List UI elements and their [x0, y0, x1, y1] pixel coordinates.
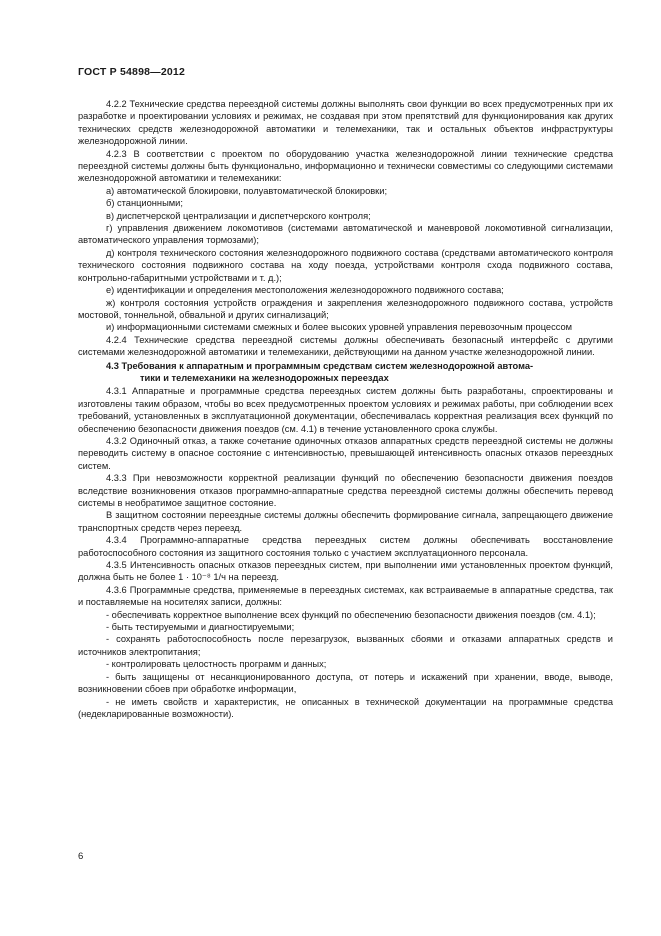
dash-item-2: - быть тестируемыми и диагностируемыми; [106, 622, 295, 633]
paragraph-4-3-1: 4.3.1 Аппаратные и программные средства переездных систем должны быть разработаны, спроектированы и изготовлены таким образом, чтобы во всех предусмотренных проектом условиях и режимах работы, при соблюдении всех требований, установленных в эксплуатационной документации, обеспечивалась корректная реализация всех функций по обеспечению безопасности движения поездов (см. 4.1) в течение установленного срока службы. [78, 386, 613, 434]
paragraph-4-2-3: 4.2.3 В соответствии с проектом по оборудованию участка железнодорожной линии технические средства переездной системы должны быть функционально, информационно и технически совместимы со следующими системами железнодорожной автоматики и телемеханики: [78, 148, 613, 184]
paragraph-4-3-5: 4.3.5 Интенсивность опасных отказов переездных систем, при выполнении ими установленных проектом функций, должна быть не более 1 · 10⁻⁸ 1/ч на переезд. [78, 560, 613, 583]
paragraph-4-3-4: 4.3.4 Программно-аппаратные средства переездных систем должны обеспечивать восстановление работоспособного состояния из защитного состояния только с участием эксплуатационного персонала. [78, 535, 613, 558]
dash-item-1: - обеспечивать корректное выполнение всех функций по обеспечению безопасности движения поездов (см. 4.1); [106, 609, 596, 620]
dash-item-6: - не иметь свойств и характеристик, не описанных в технической документации на программные средства (недекларированные возможности). [78, 696, 613, 719]
document-body [78, 98, 613, 720]
list-item-i: и) информационными системами смежных и более высоких уровней управления перевозочным процессом [106, 322, 573, 333]
list-item-zh: ж) контроля состояния устройств ограждения и закрепления железнодорожного подвижного состава, устройств мостовой, тоннельной, обвальной и других сигнализаций; [78, 297, 613, 320]
list-item-v: в) диспетчерской централизации и диспетчерского контроля; [106, 210, 371, 221]
paragraph-protective-state: В защитном состоянии переездные системы должны обеспечить формирование сигнала, запрещающего движение транспортных средств через переезд. [78, 510, 613, 533]
dash-item-3: - сохранять работоспособность после перезагрузок, вызванных сбоями и отказами аппаратных средств и источников электропитания; [78, 634, 613, 657]
list-item-a: а) автоматической блокировки, полуавтоматической блокировки; [106, 185, 388, 196]
paragraph-4-3-6: 4.3.6 Программные средства, применяемые в переездных системах, как встраиваемые в аппаратные средства, так и поставляемые на носителях записи, должны: [78, 584, 613, 608]
paragraph-4-3-2: 4.3.2 Одиночный отказ, а также сочетание одиночных отказов аппаратных средств переездной системы не должны переводить систему в опасное состояние с интенсивностью, превышающей интенсивность опасных отказов переездных систем. [78, 435, 613, 471]
section-heading-line1: 4.3 Требования к аппаратным и программным средствам систем железнодорожной автома- [106, 360, 534, 371]
page-number: 6 [78, 851, 84, 862]
dash-item-5: - быть защищены от несанкционированного доступа, от потерь и искажений при хранении, вводе, выводе, возникновении сбоев при обработке информации, [78, 671, 613, 695]
list-item-e: е) идентификации и определения местоположения железнодорожного подвижного состава; [106, 285, 504, 296]
paragraph-4-2-4: 4.2.4 Технические средства переездной системы должны обеспечивать безопасный интерфейс с другими системами железнодорожной автоматики и телемеханики, действующими на данном участке железнодорожной линии. [78, 334, 613, 358]
list-item-d: д) контроля технического состояния железнодорожного подвижного состава (средствами автоматического контроля технического состояния подвижного состава на ходу поезда, устройствами контроля схода подвижного состава, контрольно-габаритными устройствами и т. д.); [78, 247, 613, 283]
list-item-b: б) станционными; [106, 198, 183, 209]
paragraph-4-3-3: 4.3.3 При невозможности корректной реализации функций по обеспечению безопасности движения поездов вследствие возникновения отказов программно-аппаратные средства переездной системы должны обеспечить перевод системы в необратимое защитное состояние. [78, 473, 613, 508]
section-heading-4-3 [78, 360, 613, 385]
paragraph-4-2-2: 4.2.2 Технические средства переездной системы должны выполнять свои функции во всех предусмотренных при их разработке и проектировании условиях и режимах, не создавая при этом препятствий для функционирования как других технических средств железнодорожной автоматики и телемеханики, так и остальных объектов инфраструктуры железнодорожной линии. [78, 99, 613, 147]
document-header: ГОСТ Р 54898—2012 [78, 66, 186, 78]
dash-item-4: - контролировать целостность программ и данных; [106, 659, 327, 670]
list-item-g: г) управления движением локомотивов (системами автоматической и маневровой локомотивной сигнализации, автоматического управления тормозами); [78, 223, 613, 246]
section-heading-line2: тики и телемеханики на железнодорожных переездах [140, 372, 389, 383]
